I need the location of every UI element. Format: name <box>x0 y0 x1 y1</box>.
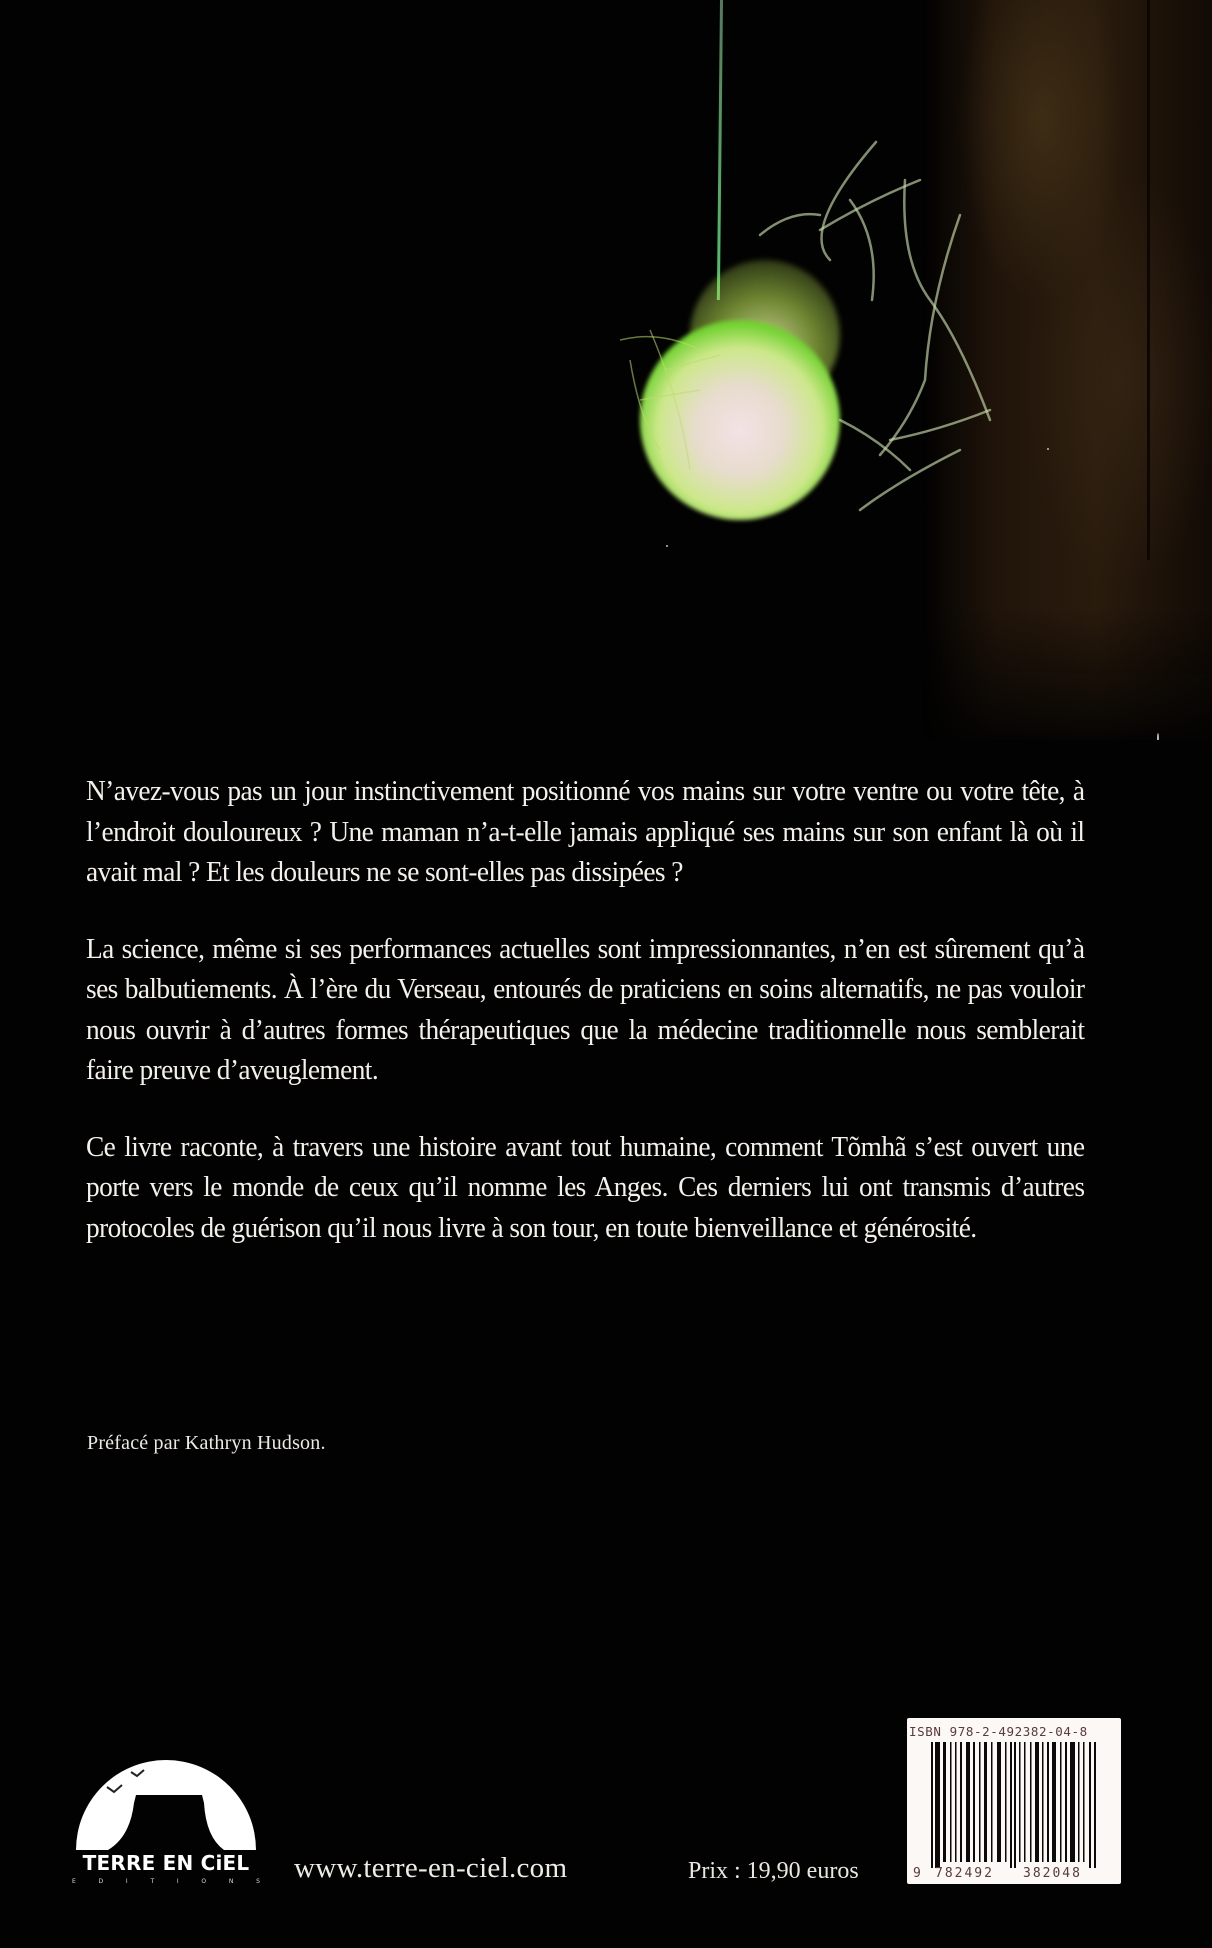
dust-speck <box>1047 448 1049 450</box>
publisher-website: www.terre-en-ciel.com <box>294 1852 568 1884</box>
subtitle-letter: I <box>176 1878 179 1885</box>
subtitle-letter: T <box>150 1878 155 1885</box>
barcode-digit-first: 9 <box>913 1866 921 1881</box>
back-cover-blurb <box>86 772 1126 1285</box>
blurb-paragraph-3: Ce livre raconte, à travers une histoire avant tout humaine, comment Tõmhã s’est ouvert une porte vers le monde de ceux qu’il nomme les Anges. Ces derniers lui ont transmis d’autres protocoles de guérison qu’il nous livre à son tour, en toute bienveillance et générosité. <box>86 1131 1085 1244</box>
barcode-digits-right: 382048 <box>1023 1866 1082 1881</box>
publisher-subtitle <box>72 1878 260 1885</box>
subtitle-letter: I <box>125 1878 128 1885</box>
price-label: Prix : 19,90 euros <box>688 1858 859 1884</box>
isbn-label: ISBN 978-2-492382-04-8 <box>909 1724 1088 1739</box>
subtitle-letter: O <box>201 1878 207 1885</box>
barcode-bars-icon <box>927 1742 1102 1868</box>
subtitle-letter: D <box>98 1878 104 1885</box>
publisher-logo <box>68 1745 264 1890</box>
subtitle-letter: N <box>228 1878 234 1885</box>
publisher-name: TERRE EN CiEL <box>82 1851 250 1875</box>
isbn-barcode <box>907 1718 1121 1884</box>
dust-speck <box>1157 733 1159 740</box>
subtitle-letter: S <box>256 1878 260 1885</box>
subtitle-letter: E <box>72 1878 76 1885</box>
blurb-paragraph-2: La science, même si ses performances actuelles sont impressionnantes, n’en est sûrement qu’à ses balbutiements. À l’ère du Verseau, entourés de praticiens en soins alternatifs, ne pas vouloir nous ouvrir à d’autres formes thérapeutiques que la médecine traditionnelle nous semblerait faire preuve d’aveuglement. <box>86 933 1085 1086</box>
cover-photo <box>0 0 1212 740</box>
pod-veins-graphic <box>0 0 1212 740</box>
barcode-digits <box>913 1866 1113 1881</box>
dust-speck <box>666 545 668 547</box>
blurb-paragraph-1: N’avez-vous pas un jour instinctivement positionné vos mains sur votre ventre ou votre tête, à l’endroit douloureux ? Une maman n’a-t-elle jamais appliqué ses mains sur son enfant là où il avait mal ? Et les douleurs ne se sont-elles pas dissipées ? <box>86 776 1085 888</box>
preface-credit: Préfacé par Kathryn Hudson. <box>87 1432 326 1454</box>
barcode-digits-left: 782492 <box>935 1866 994 1881</box>
dome-mountain-birds-icon <box>74 1755 258 1850</box>
